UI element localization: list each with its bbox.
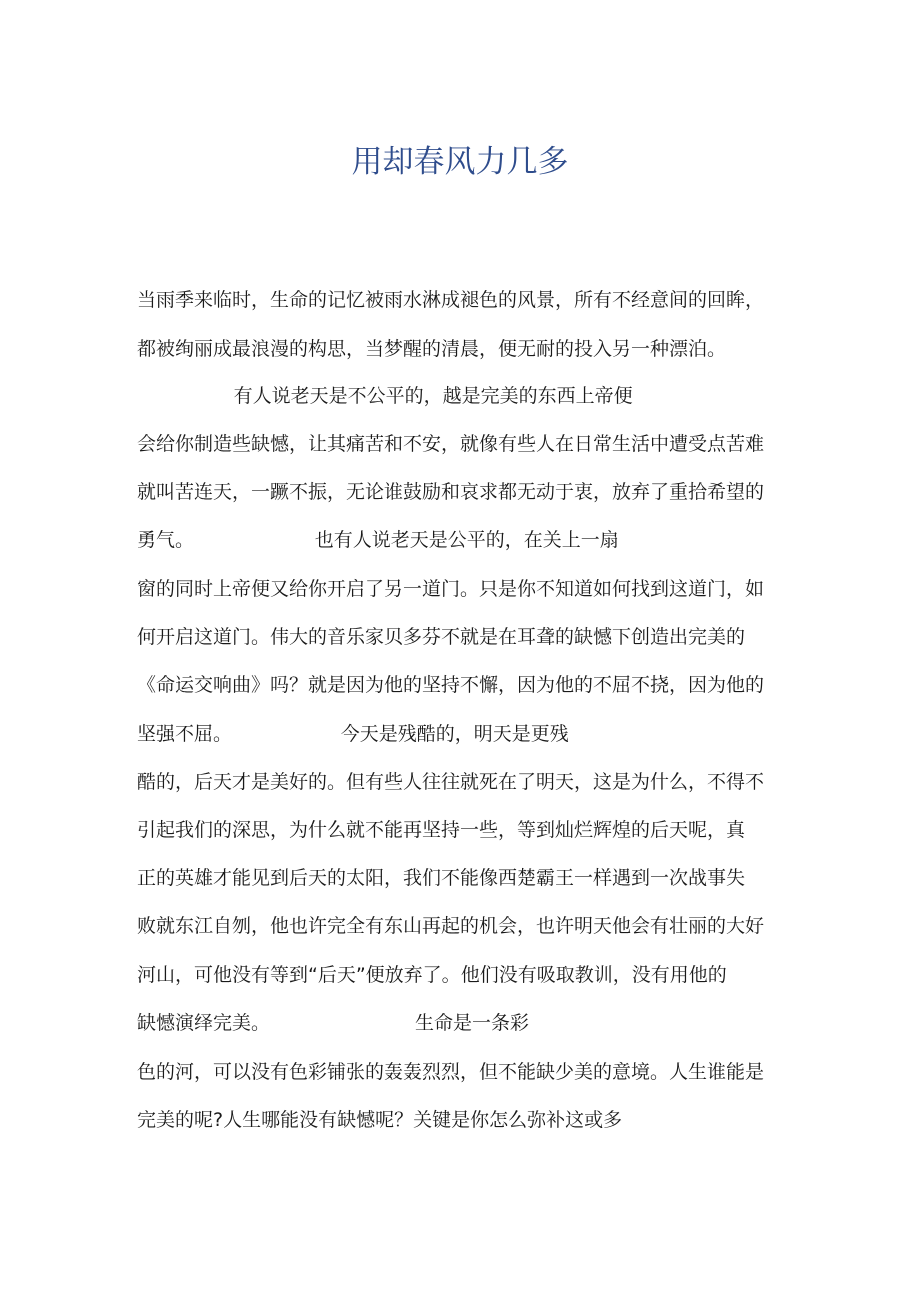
body-line-2: 都被绚丽成最浪漫的构思，当梦醒的清晨，便无耐的投入另一种漂泊。 — [137, 338, 727, 360]
body-line-15: 河山，可他没有等到“后天”便放弃了。他们没有吸取教训，没有用他的 — [137, 964, 727, 986]
body-line-7: 窗的同时上帝便又给你开启了另一道门。只是你不知道如何找到这道门，如 — [137, 578, 765, 600]
body-line-13: 正的英雄才能见到后天的太阳，我们不能像西楚霸王一样遇到一次战事失 — [137, 867, 746, 889]
body-line-5: 就叫苦连天，一蹶不振，无论谁鼓励和哀求都无动于衷，放弃了重拾希望的 — [137, 481, 765, 503]
body-line-12: 引起我们的深思，为什么就不能再坚持一些，等到灿烂辉煌的后天呢，真 — [137, 819, 746, 841]
body-line-6: 勇气。 也有人说老天是公平的，在关上一扇 — [137, 529, 619, 551]
body-line-10: 坚强不屈。 今天是残酷的，明天是更残 — [137, 723, 569, 745]
body-line-16: 缺憾演绎完美。 生命是一条彩 — [137, 1012, 529, 1034]
body-line-11: 酷的，后天才是美好的。但有些人往往就死在了明天，这是为什么，不得不 — [137, 771, 765, 793]
body-line-9: 《命运交响曲》吗？就是因为他的坚持不懈，因为他的不屈不挠，因为他的 — [137, 674, 765, 696]
body-line-3: 有人说老天是不公平的，越是完美的东西上帝便 — [137, 385, 633, 407]
document-title: 用却春风力几多 — [351, 144, 569, 180]
body-line-17: 色的河，可以没有色彩铺张的轰轰烈烈，但不能缺少美的意境。人生谁能是 — [137, 1061, 765, 1083]
body-line-18: 完美的呢?人生哪能没有缺憾呢？关键是你怎么弥补这或多 — [137, 1109, 623, 1131]
body-line-8: 何开启这道门。伟大的音乐家贝多芬不就是在耳聋的缺憾下创造出完美的 — [137, 626, 746, 648]
body-line-4: 会给你制造些缺憾，让其痛苦和不安，就像有些人在日常生活中遭受点苦难 — [137, 433, 765, 455]
body-line-14: 败就东江自刎，他也许完全有东山再起的机会，也许明天他会有壮丽的大好 — [137, 915, 765, 937]
body-line-1: 当雨季来临时，生命的记忆被雨水淋成褪色的风景，所有不经意间的回眸， — [137, 289, 765, 311]
